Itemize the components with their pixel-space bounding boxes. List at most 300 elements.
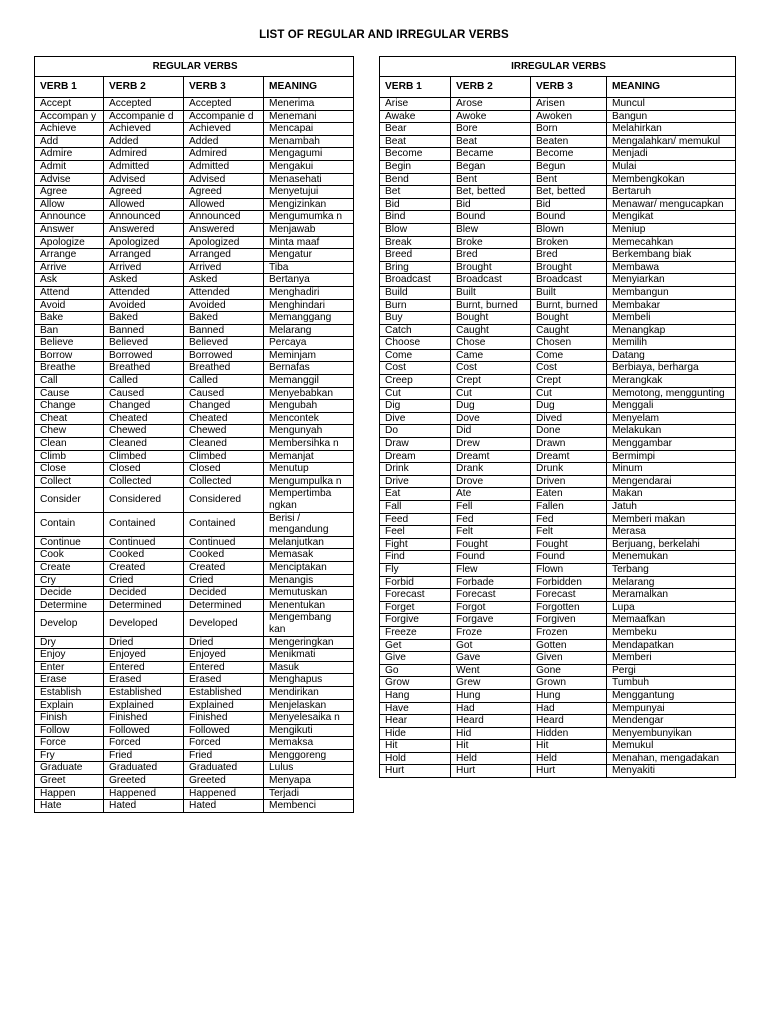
verb3-cell: Allowed (184, 198, 264, 211)
meaning-cell: Menghapus (264, 674, 354, 687)
column-header-verb1: VERB 1 (380, 77, 451, 98)
meaning-cell: Menyapa (264, 775, 354, 788)
irregular-verb-row (380, 601, 736, 614)
verb3-cell: Cooked (184, 549, 264, 562)
verb2-cell: Entered (104, 661, 184, 674)
meaning-cell: Memaafkan (607, 614, 736, 627)
verb2-cell: Drank (451, 463, 531, 476)
meaning-cell: Terjadi (264, 787, 354, 800)
verb1-cell: Hold (380, 752, 451, 765)
verb1-cell: Cry (35, 574, 104, 587)
verb1-cell: Graduate (35, 762, 104, 775)
verb1-cell: Develop (35, 612, 104, 636)
verb3-cell: Driven (531, 475, 607, 488)
verb2-cell: Cooked (104, 549, 184, 562)
meaning-cell: Meminjam (264, 349, 354, 362)
verb3-cell: Grown (531, 677, 607, 690)
verb2-cell: Graduated (104, 762, 184, 775)
regular-verb-row (35, 299, 354, 312)
verb2-cell: Chewed (104, 425, 184, 438)
verb3-cell: Considered (184, 488, 264, 512)
meaning-cell: Menggoreng (264, 749, 354, 762)
verb2-cell: Explained (104, 699, 184, 712)
verb3-cell: Closed (184, 463, 264, 476)
verb3-cell: Bred (531, 249, 607, 262)
verb1-cell: Hurt (380, 765, 451, 778)
verb1-cell: Forgive (380, 614, 451, 627)
verb2-cell: Added (104, 135, 184, 148)
meaning-cell: Terbang (607, 563, 736, 576)
verb1-cell: Believe (35, 337, 104, 350)
regular-verb-row (35, 400, 354, 413)
verb1-cell: Accompan y (35, 110, 104, 123)
verb3-cell: Bid (531, 198, 607, 211)
regular-verb-row (35, 324, 354, 337)
meaning-cell: Menikmati (264, 649, 354, 662)
meaning-cell: Menawar/ mengucapkan (607, 198, 736, 211)
verb1-cell: Have (380, 702, 451, 715)
meaning-cell: Membersihka n (264, 438, 354, 451)
verb3-cell: Become (531, 148, 607, 161)
meaning-cell: Membeli (607, 312, 736, 325)
verb1-cell: Come (380, 349, 451, 362)
verb1-cell: Drink (380, 463, 451, 476)
verb1-cell: Arrange (35, 249, 104, 262)
verb2-cell: Hung (451, 689, 531, 702)
verb3-cell: Cost (531, 362, 607, 375)
verb3-cell: Felt (531, 526, 607, 539)
verb1-cell: Consider (35, 488, 104, 512)
verb2-cell: Felt (451, 526, 531, 539)
verb3-cell: Developed (184, 612, 264, 636)
verb2-cell: Grew (451, 677, 531, 690)
verb1-cell: Follow (35, 724, 104, 737)
verb2-cell: Asked (104, 274, 184, 287)
meaning-cell: Merasa (607, 526, 736, 539)
verb2-cell: Bore (451, 123, 531, 136)
verb1-cell: Collect (35, 475, 104, 488)
verb3-cell: Forgiven (531, 614, 607, 627)
regular-verbs-table (34, 56, 354, 813)
irregular-verb-row (380, 135, 736, 148)
meaning-cell: Menambah (264, 135, 354, 148)
verb1-cell: Establish (35, 686, 104, 699)
meaning-cell: Datang (607, 349, 736, 362)
verb2-cell: Became (451, 148, 531, 161)
meaning-cell: Minta maaf (264, 236, 354, 249)
verb3-cell: Apologized (184, 236, 264, 249)
verb1-cell: Forecast (380, 589, 451, 602)
meaning-cell: Mengubah (264, 400, 354, 413)
meaning-cell: Bermimpi (607, 450, 736, 463)
verb3-cell: Built (531, 286, 607, 299)
meaning-cell: Mempunyai (607, 702, 736, 715)
verb1-cell: Give (380, 652, 451, 665)
meaning-cell: Memberi makan (607, 513, 736, 526)
verb2-cell: Bought (451, 312, 531, 325)
meaning-cell: Menemani (264, 110, 354, 123)
meaning-cell: Membengkokan (607, 173, 736, 186)
verb1-cell: Add (35, 135, 104, 148)
verb1-cell: Breathe (35, 362, 104, 375)
verb2-cell: Crept (451, 375, 531, 388)
verb1-cell: Bear (380, 123, 451, 136)
verb1-cell: Break (380, 236, 451, 249)
meaning-cell: Memilih (607, 337, 736, 350)
meaning-cell: Bertaruh (607, 186, 736, 199)
verb3-cell: Bet, betted (531, 186, 607, 199)
irregular-verb-row (380, 589, 736, 602)
verb1-cell: Dream (380, 450, 451, 463)
regular-verb-row (35, 438, 354, 451)
regular-verb-row (35, 274, 354, 287)
verb3-cell: Blown (531, 223, 607, 236)
verb2-cell: Fed (451, 513, 531, 526)
verb1-cell: Dig (380, 400, 451, 413)
meaning-cell: Memasak (264, 549, 354, 562)
verb3-cell: Determined (184, 599, 264, 612)
verb1-cell: Avoid (35, 299, 104, 312)
meaning-cell: Melarang (607, 576, 736, 589)
regular-verb-row (35, 160, 354, 173)
meaning-cell: Menjadi (607, 148, 736, 161)
regular-verb-row (35, 549, 354, 562)
irregular-verb-row (380, 639, 736, 652)
regular-verb-row (35, 712, 354, 725)
meaning-cell: Pergi (607, 664, 736, 677)
meaning-cell: Berbiaya, berharga (607, 362, 736, 375)
verb1-cell: Allow (35, 198, 104, 211)
meaning-cell: Membeku (607, 626, 736, 639)
irregular-verb-row (380, 702, 736, 715)
verb3-cell: Hung (531, 689, 607, 702)
verb2-cell: Broadcast (451, 274, 531, 287)
verb1-cell: Explain (35, 699, 104, 712)
verb1-cell: Dive (380, 412, 451, 425)
meaning-cell: Membenci (264, 800, 354, 813)
regular-table-heading: REGULAR VERBS (35, 57, 354, 77)
verb3-cell: Fed (531, 513, 607, 526)
irregular-verb-row (380, 765, 736, 778)
verb3-cell: Breathed (184, 362, 264, 375)
verb2-cell: Heard (451, 715, 531, 728)
irregular-verb-row (380, 488, 736, 501)
regular-verb-row (35, 612, 354, 636)
verb3-cell: Flown (531, 563, 607, 576)
meaning-cell: Mengumumka n (264, 211, 354, 224)
verb3-cell: Fried (184, 749, 264, 762)
verb1-cell: Get (380, 639, 451, 652)
verb1-cell: Cause (35, 387, 104, 400)
meaning-cell: Memanggang (264, 312, 354, 325)
regular-verb-row (35, 475, 354, 488)
meaning-cell: Melahirkan (607, 123, 736, 136)
regular-verb-row (35, 574, 354, 587)
verb1-cell: Announce (35, 211, 104, 224)
verb2-cell: Cost (451, 362, 531, 375)
verb2-cell: Answered (104, 223, 184, 236)
verb1-cell: Beat (380, 135, 451, 148)
verb3-cell: Changed (184, 400, 264, 413)
meaning-cell: Mencapai (264, 123, 354, 136)
meaning-cell: Melanjutkan (264, 536, 354, 549)
verb2-cell: Bid (451, 198, 531, 211)
verb2-cell: Had (451, 702, 531, 715)
verb2-cell: Hit (451, 740, 531, 753)
irregular-verb-row (380, 110, 736, 123)
verb1-cell: Arise (380, 98, 451, 111)
verb2-cell: Forecast (451, 589, 531, 602)
verb3-cell: Caused (184, 387, 264, 400)
verb3-cell: Given (531, 652, 607, 665)
verb2-cell: Dried (104, 636, 184, 649)
meaning-cell: Menasehati (264, 173, 354, 186)
meaning-cell: Memotong, menggunting (607, 387, 736, 400)
verb3-cell: Borrowed (184, 349, 264, 362)
verb2-cell: Followed (104, 724, 184, 737)
verb1-cell: Enter (35, 661, 104, 674)
verb1-cell: Advise (35, 173, 104, 186)
meaning-cell: Menyetujui (264, 186, 354, 199)
irregular-verb-row (380, 148, 736, 161)
verb2-cell: Fell (451, 501, 531, 514)
regular-verb-row (35, 561, 354, 574)
verb2-cell: Broke (451, 236, 531, 249)
regular-verb-row (35, 749, 354, 762)
verb3-cell: Finished (184, 712, 264, 725)
verb1-cell: Close (35, 463, 104, 476)
verb3-cell: Dug (531, 400, 607, 413)
verb1-cell: Dry (35, 636, 104, 649)
regular-verb-row (35, 312, 354, 325)
verb1-cell: Cost (380, 362, 451, 375)
verb3-cell: Bound (531, 211, 607, 224)
verb2-cell: Achieved (104, 123, 184, 136)
verb3-cell: Entered (184, 661, 264, 674)
verb1-cell: Call (35, 375, 104, 388)
verb2-cell: Forgot (451, 601, 531, 614)
meaning-cell: Menutup (264, 463, 354, 476)
regular-verb-row (35, 737, 354, 750)
verb3-cell: Begun (531, 160, 607, 173)
regular-verb-row (35, 649, 354, 662)
meaning-cell: Berkembang biak (607, 249, 736, 262)
regular-verb-row (35, 724, 354, 737)
verb3-cell: Announced (184, 211, 264, 224)
regular-verb-row (35, 186, 354, 199)
verb2-cell: Breathed (104, 362, 184, 375)
irregular-verb-row (380, 664, 736, 677)
meaning-cell: Muncul (607, 98, 736, 111)
verb2-cell: Closed (104, 463, 184, 476)
verb3-cell: Believed (184, 337, 264, 350)
verb1-cell: Ask (35, 274, 104, 287)
irregular-verb-row (380, 375, 736, 388)
meaning-cell: Mengatur (264, 249, 354, 262)
meaning-cell: Mengeringkan (264, 636, 354, 649)
verb1-cell: Fry (35, 749, 104, 762)
irregular-verb-row (380, 501, 736, 514)
verb1-cell: Climb (35, 450, 104, 463)
meaning-cell: Melakukan (607, 425, 736, 438)
verb2-cell: Dug (451, 400, 531, 413)
verb3-cell: Beaten (531, 135, 607, 148)
verb1-cell: Accept (35, 98, 104, 111)
meaning-cell: Memecahkan (607, 236, 736, 249)
verb2-cell: Chose (451, 337, 531, 350)
verb2-cell: Forgave (451, 614, 531, 627)
meaning-cell: Menyebabkan (264, 387, 354, 400)
verb3-cell: Admired (184, 148, 264, 161)
meaning-cell: Memutuskan (264, 587, 354, 600)
verb2-cell: Went (451, 664, 531, 677)
meaning-cell: Bernafas (264, 362, 354, 375)
verb2-cell: Contained (104, 512, 184, 536)
irregular-verb-row (380, 400, 736, 413)
meaning-cell: Tumbuh (607, 677, 736, 690)
verb2-cell: Got (451, 639, 531, 652)
meaning-cell: Percaya (264, 337, 354, 350)
verb1-cell: Bake (35, 312, 104, 325)
meaning-cell: Lulus (264, 762, 354, 775)
verb2-cell: Admired (104, 148, 184, 161)
irregular-verb-row (380, 312, 736, 325)
verb2-cell: Avoided (104, 299, 184, 312)
verb2-cell: Called (104, 375, 184, 388)
verb3-cell: Banned (184, 324, 264, 337)
verb2-cell: Fought (451, 538, 531, 551)
verb3-cell: Contained (184, 512, 264, 536)
verb3-cell: Awoken (531, 110, 607, 123)
verb3-cell: Explained (184, 699, 264, 712)
verb2-cell: Apologized (104, 236, 184, 249)
irregular-verb-row (380, 425, 736, 438)
verb2-cell: Erased (104, 674, 184, 687)
irregular-verb-row (380, 538, 736, 551)
irregular-verb-row (380, 249, 736, 262)
irregular-verb-row (380, 740, 736, 753)
verb1-cell: Decide (35, 587, 104, 600)
verb1-cell: Awake (380, 110, 451, 123)
irregular-verb-row (380, 475, 736, 488)
meaning-cell: Mengunyah (264, 425, 354, 438)
verb3-cell: Enjoyed (184, 649, 264, 662)
verb1-cell: Hide (380, 727, 451, 740)
verb2-cell: Happened (104, 787, 184, 800)
verb2-cell: Bred (451, 249, 531, 262)
verb3-cell: Decided (184, 587, 264, 600)
verb3-cell: Agreed (184, 186, 264, 199)
irregular-verb-row (380, 412, 736, 425)
verb3-cell: Dreamt (531, 450, 607, 463)
verb3-cell: Arisen (531, 98, 607, 111)
irregular-verb-row (380, 349, 736, 362)
verb2-cell: Changed (104, 400, 184, 413)
verb1-cell: Enjoy (35, 649, 104, 662)
verb3-cell: Arrived (184, 261, 264, 274)
irregular-verb-row (380, 614, 736, 627)
verb3-cell: Forced (184, 737, 264, 750)
verb2-cell: Began (451, 160, 531, 173)
regular-verb-row (35, 775, 354, 788)
verb1-cell: Catch (380, 324, 451, 337)
verb2-cell: Agreed (104, 186, 184, 199)
verb2-cell: Advised (104, 173, 184, 186)
verb3-cell: Held (531, 752, 607, 765)
irregular-verb-row (380, 450, 736, 463)
verb1-cell: Force (35, 737, 104, 750)
regular-column-header-row (35, 77, 354, 98)
regular-verb-row (35, 123, 354, 136)
verb1-cell: Forget (380, 601, 451, 614)
verb1-cell: Create (35, 561, 104, 574)
verb3-cell: Collected (184, 475, 264, 488)
verb3-cell: Cut (531, 387, 607, 400)
irregular-verb-row (380, 362, 736, 375)
verb2-cell: Gave (451, 652, 531, 665)
irregular-verb-row (380, 186, 736, 199)
verb3-cell: Avoided (184, 299, 264, 312)
verb1-cell: Attend (35, 286, 104, 299)
verb1-cell: Clean (35, 438, 104, 451)
verb2-cell: Bent (451, 173, 531, 186)
verb1-cell: Feel (380, 526, 451, 539)
verb2-cell: Hated (104, 800, 184, 813)
verb1-cell: Bet (380, 186, 451, 199)
verb3-cell: Happened (184, 787, 264, 800)
regular-verb-row (35, 387, 354, 400)
regular-verb-row (35, 412, 354, 425)
meaning-cell: Melarang (264, 324, 354, 337)
verb1-cell: Do (380, 425, 451, 438)
verb3-cell: Established (184, 686, 264, 699)
irregular-verb-row (380, 677, 736, 690)
verb3-cell: Accepted (184, 98, 264, 111)
verb3-cell: Brought (531, 261, 607, 274)
regular-verb-row (35, 110, 354, 123)
meaning-cell: Lupa (607, 601, 736, 614)
verb2-cell: Hid (451, 727, 531, 740)
irregular-verb-row (380, 286, 736, 299)
meaning-cell: Menggambar (607, 438, 736, 451)
verb2-cell: Froze (451, 626, 531, 639)
irregular-verb-row (380, 98, 736, 111)
verb2-cell: Blew (451, 223, 531, 236)
verb2-cell: Dreamt (451, 450, 531, 463)
verb3-cell: Hidden (531, 727, 607, 740)
verb1-cell: Find (380, 551, 451, 564)
verb2-cell: Dove (451, 412, 531, 425)
meaning-cell: Menghadiri (264, 286, 354, 299)
verb1-cell: Bid (380, 198, 451, 211)
meaning-cell: Menangis (264, 574, 354, 587)
meaning-cell: Mulai (607, 160, 736, 173)
verb1-cell: Forbid (380, 576, 451, 589)
regular-verb-row (35, 686, 354, 699)
verb1-cell: Chew (35, 425, 104, 438)
regular-verb-row (35, 450, 354, 463)
verb1-cell: Fall (380, 501, 451, 514)
regular-verb-row (35, 787, 354, 800)
meaning-cell: Memukul (607, 740, 736, 753)
verb3-cell: Drunk (531, 463, 607, 476)
verb1-cell: Cheat (35, 412, 104, 425)
verb3-cell: Come (531, 349, 607, 362)
verb2-cell: Arranged (104, 249, 184, 262)
meaning-cell: Mencontek (264, 412, 354, 425)
verb3-cell: Asked (184, 274, 264, 287)
meaning-cell: Menciptakan (264, 561, 354, 574)
